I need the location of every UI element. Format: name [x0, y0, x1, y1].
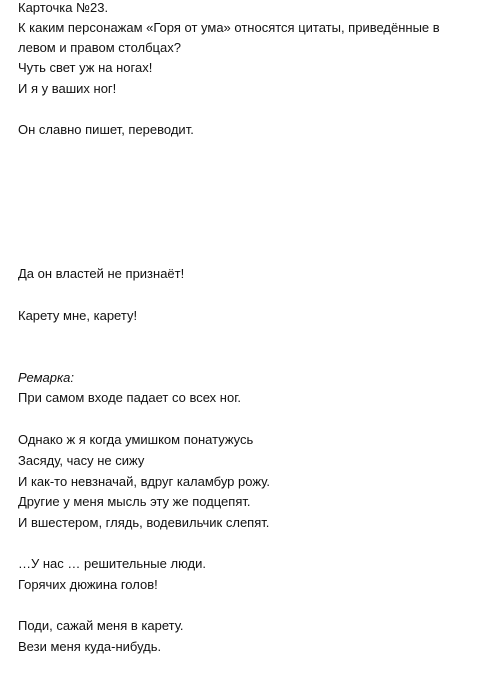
verse-line-4: Другие у меня мысль эту же подцепят.: [18, 494, 251, 509]
quote-5: Карету мне, карету!: [18, 308, 138, 323]
verse-line-2: Засяду, часу не сижу: [18, 453, 145, 468]
verse-line-5: И вшестером, глядь, водевильчик слепят.: [18, 515, 270, 530]
quote-8: Поди, сажай меня в карету.: [18, 618, 184, 633]
quote-6: …У нас … решительные люди.: [18, 556, 206, 571]
quote-2: И я у ваших ног!: [18, 81, 117, 96]
quote-3: Он славно пишет, переводит.: [18, 122, 194, 137]
card-title: Карточка №23.: [18, 0, 109, 15]
card-question: К каким персонажам «Горя от ума» относятся цитаты, приведённые в левом и правом столбцах?: [18, 20, 440, 55]
quote-4: Да он властей не признаёт!: [18, 266, 185, 281]
remark-label: Ремарка:: [18, 370, 74, 385]
verse-line-3: И как-то невзначай, вдруг каламбур рожу.: [18, 474, 270, 489]
quote-9: Вези меня куда-нибудь.: [18, 639, 162, 654]
quote-7: Горячих дюжина голов!: [18, 577, 158, 592]
verse-line-1: Однако ж я когда умишком понатужусь: [18, 432, 254, 447]
remark-text: При самом входе падает со всех ног.: [18, 390, 241, 405]
quote-1: Чуть свет уж на ногах!: [18, 60, 153, 75]
